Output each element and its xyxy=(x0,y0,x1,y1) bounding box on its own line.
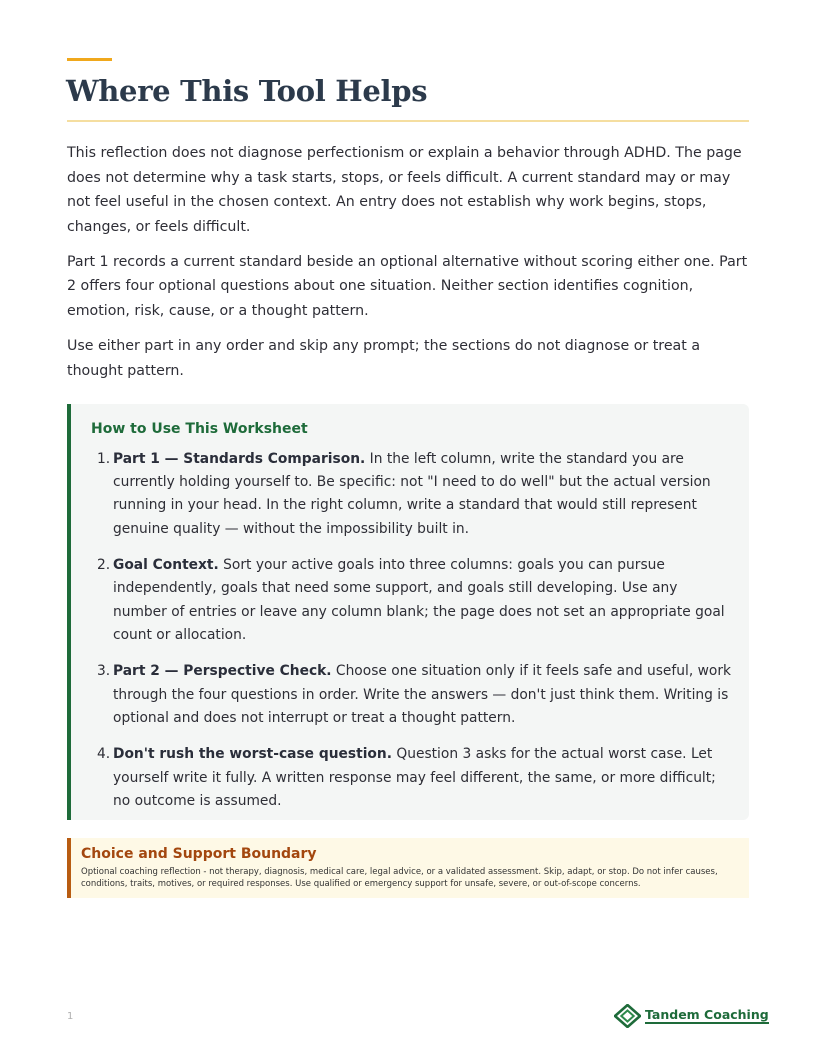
diamond-logo-icon xyxy=(614,1004,641,1028)
instruction-number: 4. xyxy=(97,746,111,763)
support-boundary-callout xyxy=(67,838,749,898)
instruction-item xyxy=(97,743,733,813)
instruction-title: Goal Context. xyxy=(113,557,219,574)
instruction-item xyxy=(97,554,733,647)
instruction-number: 2. xyxy=(97,557,111,574)
instruction-number: 1. xyxy=(97,451,111,467)
intro-paragraph: Part 1 records a current standard beside an optional alternative without scoring either one. Part 2 offers four optional questions about one situation. Neither section identifies cognition, emotion, risk, cause, or a thought pattern. xyxy=(67,253,748,320)
instruction-item xyxy=(97,448,733,541)
title-accent-bar xyxy=(67,58,112,61)
instruction-text: Question 3 asks for the actual worst case. Let yourself write it fully. A written response may feel different, the same, or more difficult; no outcome is assumed. xyxy=(113,746,716,809)
intro-paragraph: This reflection does not diagnose perfectionism or explain a behavior through ADHD. The page does not determine why a task starts, stops, or feels difficult. A current standard may or may not feel useful in the chosen context. An entry does not establish why work begins, stops, changes, or feels difficult. xyxy=(67,145,742,235)
boundary-text: Optional coaching reflection - not therapy, diagnosis, medical care, legal advice, or a validated assessment. Skip, adapt, or stop. Do not infer causes, conditions, traits, motives, or required responses. Use qualified or emergency support for unsafe, severe, or out-of-scope concerns. xyxy=(81,867,718,889)
instruction-title: Don't rush the worst-case question. xyxy=(113,746,392,763)
instruction-text: Choose one situation only if it feels safe and useful, work through the four questions in order. Write the answers — don't just think them. Writing is optional and does not interrupt or treat a thought pattern. xyxy=(113,663,732,726)
instruction-title: Part 2 — Perspective Check. xyxy=(113,663,332,680)
how-to-use-heading: How to Use This Worksheet xyxy=(91,421,308,437)
brand-name: Tandem Coaching xyxy=(645,1007,769,1022)
boundary-heading: Choice and Support Boundary xyxy=(81,846,317,862)
brand-logo xyxy=(614,1004,769,1028)
page-title: Where This Tool Helps xyxy=(66,74,428,108)
instruction-text: In the left column, write the standard you are currently holding yourself to. Be specific: not "I need to do well" but the actual version running in your head. In the right column, write a standard that would still represent genuine quality — without the impossibility built in. xyxy=(113,451,711,537)
intro-section xyxy=(67,141,757,394)
instruction-item xyxy=(97,660,733,730)
how-to-use-panel xyxy=(67,404,749,820)
instruction-number: 3. xyxy=(97,663,111,680)
intro-paragraph: Use either part in any order and skip any prompt; the sections do not diagnose or treat a thought pattern. xyxy=(67,338,701,379)
instruction-list xyxy=(97,448,733,826)
instruction-text: Sort your active goals into three columns: goals you can pursue independently, goals that need some support, and goals still developing. Use any number of entries or leave any column blank; the page does not set an appropriate goal count or allocation. xyxy=(113,557,725,643)
instruction-title: Part 1 — Standards Comparison. xyxy=(113,451,366,467)
title-divider xyxy=(67,120,749,122)
page-number: 1 xyxy=(67,1011,74,1022)
